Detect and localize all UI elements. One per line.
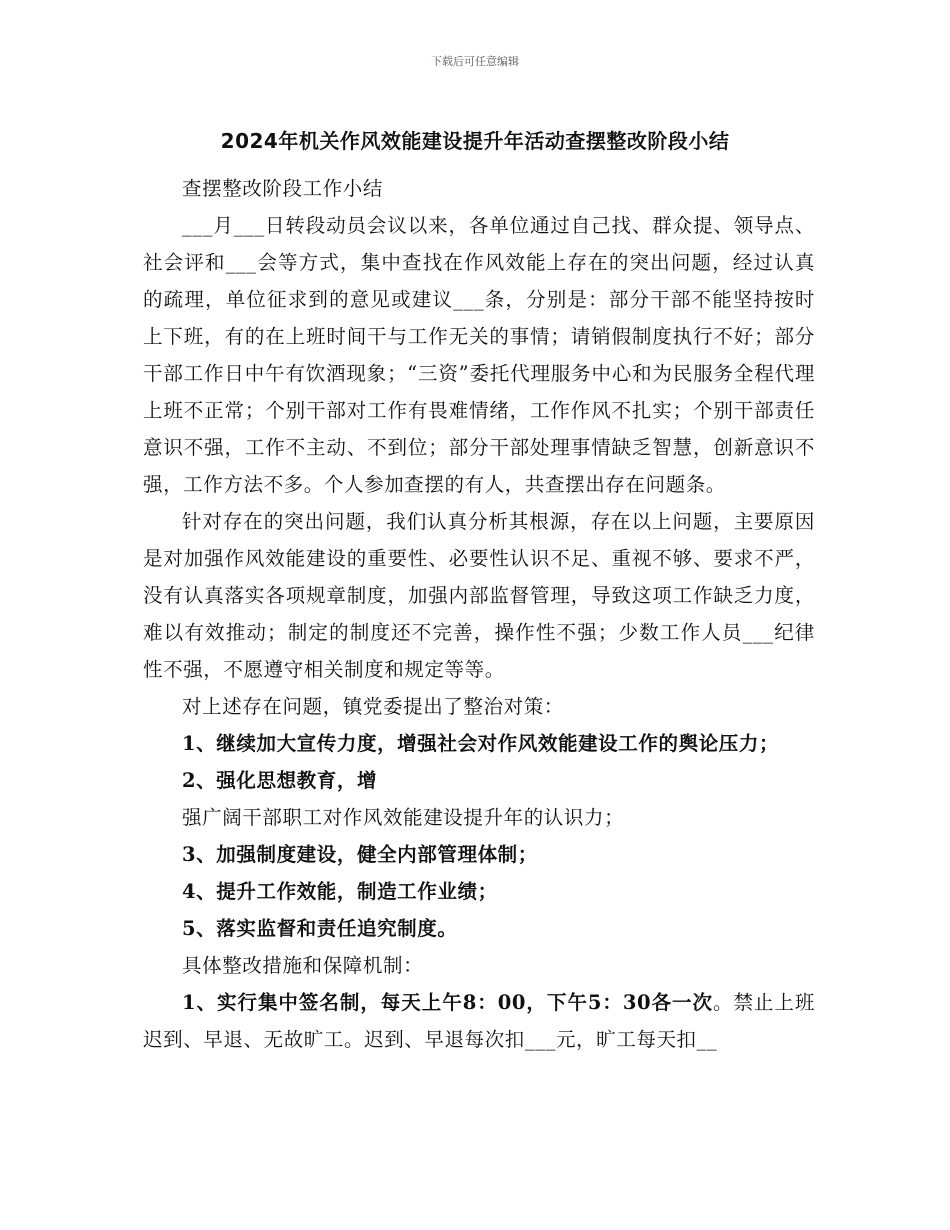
paragraph: 具体整改措施和保障机制： [182,954,424,977]
paragraph: 4、提升工作效能，制造工作业绩； [182,880,498,903]
paragraph-bold-part: 1、实行集中签名制，每天上午8：00，下午5：30各一次 [182,991,713,1014]
paragraph-normal-part: 。禁止上班迟到、早退、无故旷工。迟到、早退每次扣___元，旷工每天扣__ [143,991,815,1051]
paragraph: 5、落实监督和责任追究制度。 [182,917,458,940]
paragraph: 1、继续加大宣传力度，增强社会对作风效能建设工作的舆论压力； [182,732,780,755]
paragraph: 对上述存在问题，镇党委提出了整治对策： [182,695,564,718]
paragraph: 2、强化思想教育，增 [182,769,378,792]
paragraph-mixed [143,984,815,1058]
document-body [143,170,815,1058]
paragraph: 查摆整改阶段工作小结 [182,177,384,200]
paragraph: 3、加强制度建设，健全内部管理体制； [182,843,538,866]
paragraph: ___月___日转段动员会议以来，各单位通过自己找、群众提、领导点、社会评和___会等方式，集中查找在作风效能上存在的突出问题，经过认真的疏理，单位征求到的意见或建议___条，分别是：部分干部不能坚持按时上下班，有的在上班时间干与工作无关的事情；请销假制度执行不好；部分干部工作日中午有饮酒现象；“三资”委托代理服务中心和为民服务全程代理上班不正常；个别干部对工作有畏难情绪，工作作风不扎实；个别干部责任意识不强，工作不主动、不到位；部分干部处理事情缺乏智慧，创新意识不强，工作方法不多。个人参加查摆的有人，共查摆出存在问题条。 [143,214,815,496]
paragraph: 针对存在的突出问题，我们认真分析其根源，存在以上问题，主要原因是对加强作风效能建设的重要性、必要性认识不足、重视不够、要求不严，没有认真落实各项规章制度，加强内部监督管理，导致这项工作缺乏力度，难以有效推动；制定的制度还不完善，操作性不强；少数工作人员___纪律性不强，不愿遵守相关制度和规定等等。 [143,510,815,681]
document-title: 2024年机关作风效能建设提升年活动查摆整改阶段小结 [220,129,730,153]
paragraph: 强广阔干部职工对作风效能建设提升年的认识力； [182,806,625,829]
header-note: 下载后可任意编辑 [431,55,519,68]
